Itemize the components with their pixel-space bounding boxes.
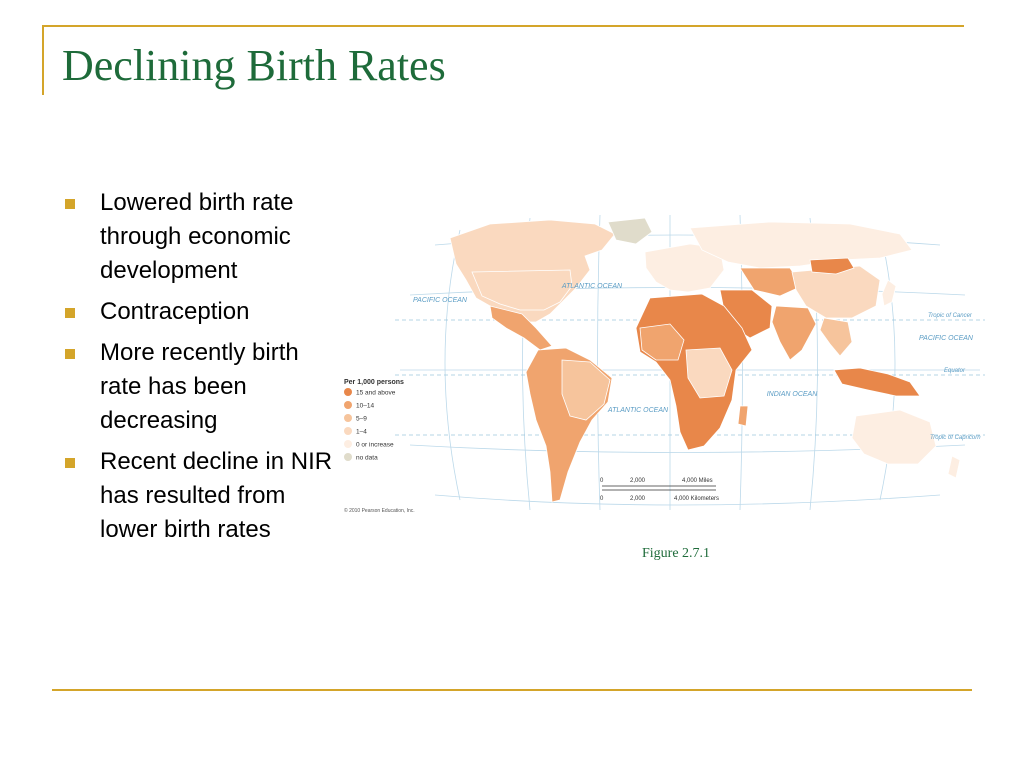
legend-swatch <box>344 427 352 435</box>
bullet-text: Contraception <box>100 298 250 325</box>
legend-label: no data <box>356 454 378 462</box>
legend-swatch <box>344 440 352 448</box>
brazil <box>562 360 610 420</box>
square-bullet-icon <box>65 308 75 318</box>
scale-bar <box>600 478 719 502</box>
legend-swatch <box>344 388 352 396</box>
scale-mile-4000: 4,000 Miles <box>682 478 713 484</box>
legend-label: 0 or increase <box>356 441 394 449</box>
legend-swatch <box>344 414 352 422</box>
bullet-item <box>62 445 337 547</box>
bullet-list <box>62 186 337 554</box>
new-zealand <box>948 456 960 478</box>
japan <box>882 280 896 306</box>
legend-label: 10–14 <box>356 402 375 410</box>
legend-label: 1–4 <box>356 428 367 436</box>
world-map <box>340 210 990 520</box>
scale-km-4000: 4,000 Kilometers <box>674 496 720 502</box>
bullet-text: Lowered birth rate through economic development <box>100 189 294 284</box>
left-rule <box>42 25 44 95</box>
ocean-label: ATLANTIC OCEAN <box>607 407 669 414</box>
figure-caption: Figure 2.7.1 <box>642 546 711 561</box>
line-label: Tropic of Capricorn <box>930 435 981 441</box>
australia <box>852 410 936 464</box>
scale-km-2000: 2,000 <box>630 496 646 502</box>
indonesia <box>834 368 920 396</box>
square-bullet-icon <box>65 349 75 359</box>
bullet-text: More recently birth rate has been decreasing <box>100 339 299 434</box>
map-legend <box>344 379 404 462</box>
legend-label: 5–9 <box>356 415 367 423</box>
square-bullet-icon <box>65 458 75 468</box>
russia <box>690 222 912 268</box>
slide-title: Declining Birth Rates <box>62 41 446 90</box>
southeast-asia <box>820 318 852 356</box>
ocean-label: PACIFIC OCEAN <box>919 335 973 342</box>
bullet-item <box>62 295 337 329</box>
scale-mile-0: 0 <box>600 478 604 484</box>
line-label: Equator <box>944 368 966 374</box>
india <box>772 306 816 360</box>
line-label: Tropic of Cancer <box>928 313 972 319</box>
madagascar <box>738 406 748 426</box>
reference-line-labels <box>928 313 981 441</box>
greenland <box>608 218 652 244</box>
legend-title: Per 1,000 persons <box>344 379 404 386</box>
legend-label: 15 and above <box>356 389 396 397</box>
bullet-item <box>62 336 337 438</box>
copyright: © 2010 Pearson Education, Inc. <box>344 508 415 514</box>
bullet-item <box>62 186 337 288</box>
top-rule <box>42 25 964 27</box>
legend-swatch <box>344 401 352 409</box>
world-map-figure <box>340 210 990 520</box>
ocean-label: PACIFIC OCEAN <box>413 297 467 304</box>
scale-mile-2000: 2,000 <box>630 478 646 484</box>
scale-km-0: 0 <box>600 496 604 502</box>
ocean-label: INDIAN OCEAN <box>766 391 818 398</box>
legend-swatch <box>344 453 352 461</box>
bottom-rule <box>52 689 972 691</box>
bullet-text: Recent decline in NIR has resulted from lower birth rates <box>100 448 333 543</box>
square-bullet-icon <box>65 199 75 209</box>
ocean-label: ATLANTIC OCEAN <box>561 283 623 290</box>
